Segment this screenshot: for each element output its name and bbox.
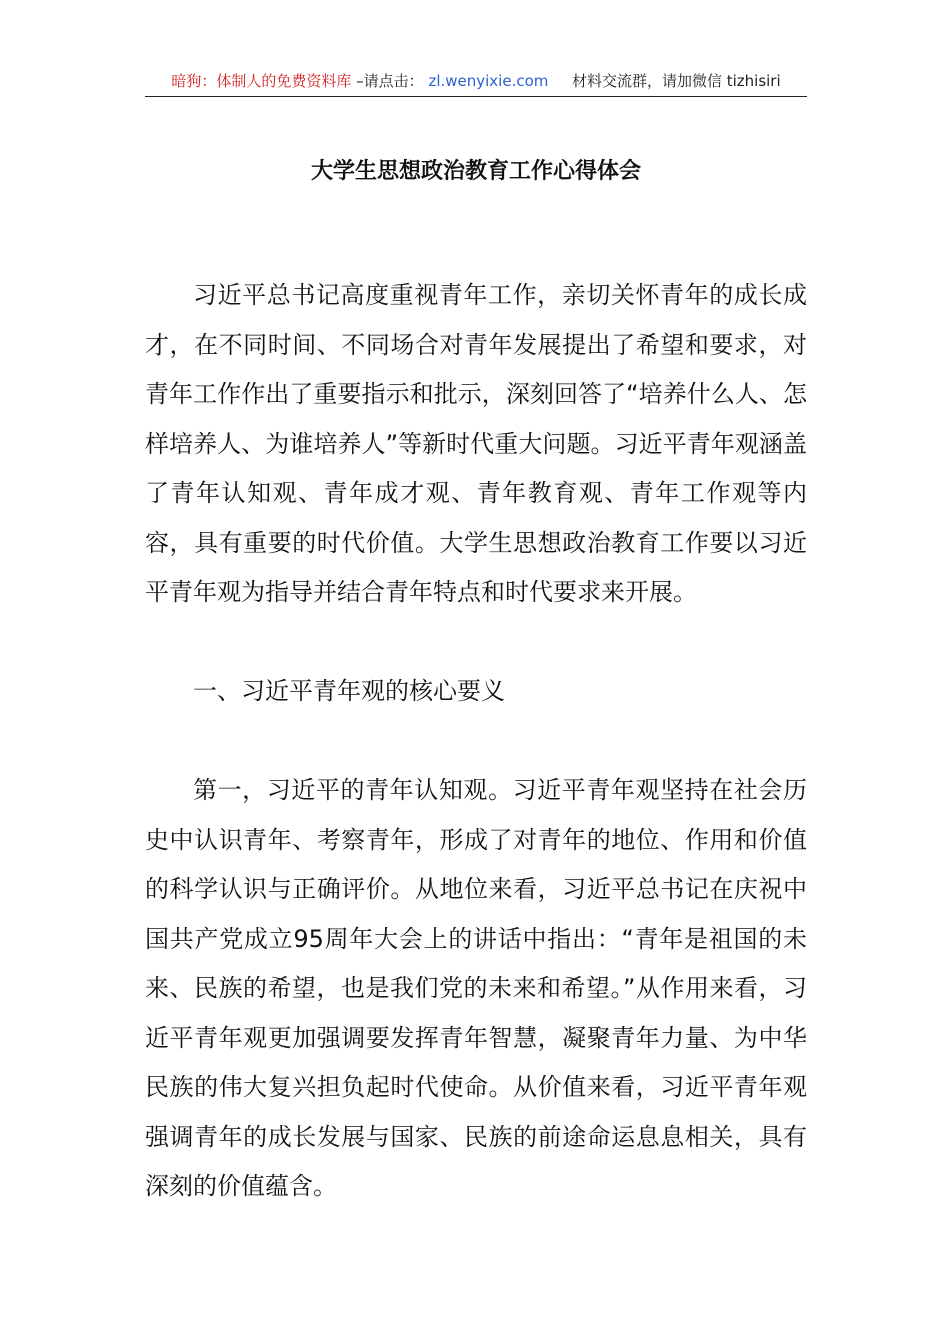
paragraph-intro: 习近平总书记高度重视青年工作，亲切关怀青年的成长成才，在不同时间、不同场合对青年发展提出了希望和要求，对青年工作作出了重要指示和批示，深刻回答了“培养什么人、怎样培养人、为谁培养人”等新时代重大问题。习近平青年观涵盖了青年认知观、青年成才观、青年教育观、青年工作观等内容，具有重要的时代价值。大学生思想政治教育工作要以习近平青年观为指导并结合青年特点和时代要求来开展。 [145,281,807,606]
header-click-label: –请点击： [356,72,424,90]
section-heading: 一、习近平青年观的核心要义 [193,677,505,705]
header-brand: 暗狗：体制人的免费资料库 [171,72,352,90]
document-title: 大学生思想政治教育工作心得体会 [310,159,641,184]
page-header [145,68,807,97]
paragraph-youth-cognition: 第一，习近平的青年认知观。习近平青年观坚持在社会历史中认识青年、考察青年，形成了对青年的地位、作用和价值的科学认识与正确评价。从地位来看，习近平总书记在庆祝中国共产党成立95周年大会上的讲话中指出：“青年是祖国的未来、民族的希望，也是我们党的未来和希望。”从作用来看，习近平青年观更加强调要发挥青年智慧，凝聚青年力量、为中华民族的伟大复兴担负起时代使命。从价值来看，习近平青年观强调青年的成长发展与国家、民族的前途命运息息相关，具有深刻的价值蕴含。 [145,776,807,1200]
header-group-note: 材料交流群，请加微信 tizhisiri [571,72,781,90]
header-url-link[interactable]: zl.wenyixie.com [428,72,549,90]
